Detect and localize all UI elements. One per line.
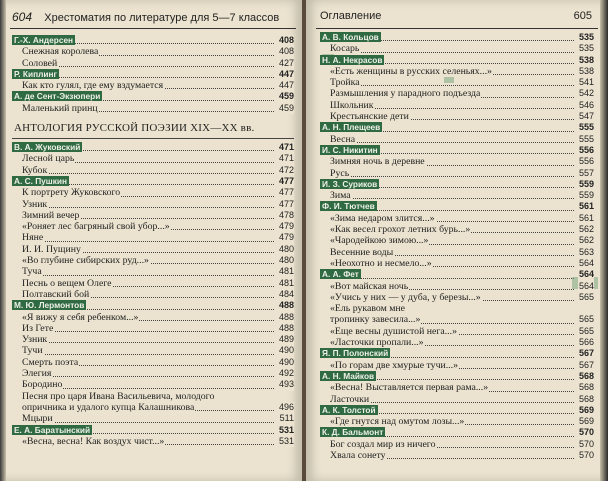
leader-dots (12, 207, 274, 208)
section-rule (12, 138, 294, 139)
toc-author-row (320, 145, 594, 156)
page-ref: 564 (578, 257, 594, 268)
toc-author-row (12, 300, 294, 311)
toc-entry-row (320, 326, 594, 337)
page-ref: 535 (578, 43, 594, 54)
toc-entry-row (12, 334, 294, 345)
toc-entry-row (12, 368, 294, 379)
toc-author-row (12, 35, 294, 46)
running-head-right: Оглавление (320, 10, 382, 22)
page-ref: 478 (278, 209, 294, 220)
toc-entry-row (12, 165, 294, 176)
work-title: Тройка (320, 77, 361, 88)
work-title: Весна (320, 134, 356, 145)
work-title: Размышления у парадного подъезда (320, 88, 481, 99)
toc-author-row (12, 425, 294, 436)
work-title: Хвала сонету (320, 450, 387, 461)
work-title: Няне (12, 232, 44, 243)
toc-entry-row (320, 382, 594, 393)
work-title: «Во глубине сибирских руд...» (12, 255, 150, 266)
running-head-left: Хрестоматия по литературе для 5—7 классов (44, 12, 280, 24)
toc-author-row (320, 201, 594, 212)
work-title: Соловей (12, 58, 58, 69)
page-ref: 488 (278, 322, 294, 333)
page-edge-right (600, 0, 608, 481)
page-ref: 447 (278, 68, 294, 79)
toc-entry-row (12, 436, 294, 447)
author-name: Р. Киплинг (14, 68, 57, 79)
work-title: И. И. Пущину (12, 244, 82, 255)
page-ref: 546 (578, 99, 594, 110)
toc-entry-row (320, 43, 594, 54)
head-rule-left (10, 28, 296, 29)
author-name: А. К. Толстой (322, 404, 376, 415)
work-title: Лесной царь (12, 153, 75, 164)
page-ref: 481 (278, 266, 294, 277)
toc-entry-row (12, 80, 294, 91)
toc-entry-row (12, 187, 294, 198)
toc-author-row (12, 176, 294, 187)
page-ref: 564 (578, 269, 594, 280)
toc-entry-row (12, 379, 294, 390)
toc-entry-row (320, 168, 594, 179)
author-name: А. А. Фет (322, 269, 359, 280)
toc-author-row (320, 55, 594, 66)
toc-entry-row (320, 439, 594, 450)
page-ref: 477 (278, 175, 294, 186)
page-ref: 488 (278, 300, 294, 311)
work-title: «Роняет лес багряный свой убор...» (12, 221, 171, 232)
work-title: «Есть женщины в русских селеньях...» (320, 66, 493, 77)
author-name: А. Н. Майков (322, 370, 375, 381)
work-title: Бородино (12, 379, 63, 390)
page-ref: 562 (578, 235, 594, 246)
work-title: опричника и удалого купца Калашникова (12, 402, 195, 413)
toc-entry-row (12, 58, 294, 69)
page-edge-left (0, 0, 6, 481)
right-toc (320, 32, 594, 461)
page-ref: 477 (278, 187, 294, 198)
page-ref: 459 (278, 91, 294, 102)
author-name: А. С. Пушкин (14, 175, 67, 186)
toc-entry-row (320, 88, 594, 99)
page-ref: 484 (278, 288, 294, 299)
page-ref: 547 (578, 111, 594, 122)
work-title: «Как весел грохот летних бурь...» (320, 224, 471, 235)
page-ref: 480 (278, 255, 294, 266)
left-page (0, 0, 302, 481)
work-title: Бог создал мир из ничего (320, 439, 436, 450)
work-title: Школьник (320, 100, 375, 111)
toc-entry-row (320, 258, 594, 269)
author-name: В. А. Жуковский (14, 142, 81, 153)
toc-entry-row (320, 134, 594, 145)
leader-dots (12, 275, 274, 276)
work-title: Ласточки (320, 394, 370, 405)
work-title: Кубок (12, 165, 48, 176)
toc-entry-row (12, 221, 294, 232)
toc-entry-row (12, 210, 294, 221)
toc-entry-row (12, 345, 294, 356)
page-ref: 447 (278, 80, 294, 91)
leader-dots (320, 176, 574, 177)
toc-entry-row (12, 244, 294, 255)
page-ref: 562 (578, 224, 594, 235)
page-ref: 542 (578, 88, 594, 99)
author-name: Я. П. Полонский (322, 348, 389, 359)
toc-entry-row (320, 281, 594, 292)
work-title: Зима (320, 190, 352, 201)
toc-entry-row (320, 303, 594, 314)
page-ref: 496 (278, 401, 294, 412)
page-ref: 561 (578, 212, 594, 223)
page-ref: 471 (278, 142, 294, 153)
work-title: Узник (12, 334, 48, 345)
toc-entry-row (12, 46, 294, 57)
toc-author-row (320, 32, 594, 43)
toc-author-row (12, 69, 294, 80)
toc-entry-row (12, 278, 294, 289)
toc-entry-row (320, 213, 594, 224)
toc-entry-row (320, 111, 594, 122)
toc-entry-row (12, 323, 294, 334)
page-ref: 556 (578, 144, 594, 155)
author-name: К. Д. Бальмонт (322, 427, 384, 438)
toc-author-row (320, 179, 594, 190)
work-title: Как кто гулял, где ему вздумается (12, 80, 164, 91)
author-name: А. В. Кольцов (322, 32, 379, 42)
left-toc (12, 35, 294, 447)
leader-dots (12, 173, 274, 174)
leader-dots (12, 241, 274, 242)
head-rule-right (316, 28, 598, 29)
page-number-left: 604 (12, 10, 33, 24)
page-ref: 566 (578, 337, 594, 348)
page-ref: 490 (278, 345, 294, 356)
toc-entry-row (320, 100, 594, 111)
page-ref: 567 (578, 359, 594, 370)
toc-entry-row (320, 292, 594, 303)
leader-dots (320, 198, 574, 199)
page-ref: 408 (278, 35, 294, 45)
work-title: Маленький принц (12, 103, 99, 114)
section-title: АНТОЛОГИЯ РУССКОЙ ПОЭЗИИ XIX—XX вв. (14, 122, 255, 135)
right-page (306, 0, 608, 481)
work-title: «Ель рукавом мне (320, 303, 406, 314)
author-name: Е. А. Баратынский (14, 424, 91, 435)
page-ref: 559 (578, 178, 594, 189)
work-title: Песня про царя Ивана Васильевича, молодого (12, 391, 215, 402)
page-ref: 556 (578, 156, 594, 167)
author-name: Г.-Х. Андерсен (14, 35, 74, 45)
toc-entry-row (12, 103, 294, 114)
page-ref: 563 (578, 246, 594, 257)
page-ref: 570 (578, 449, 594, 460)
author-name: А. де Сент-Экзюпери (14, 91, 101, 102)
page-ref: 477 (278, 198, 294, 209)
work-title: «По горам две хмурые тучи...» (320, 360, 459, 371)
work-title: «Ласточки пропали...» (320, 337, 425, 348)
right-main-entries (320, 32, 594, 461)
page-ref: 570 (578, 438, 594, 449)
work-title: «Весна! Выставляется первая рама...» (320, 382, 489, 393)
page-ref: 492 (278, 368, 294, 379)
toc-author-row (12, 91, 294, 102)
author-name: М. Ю. Лермонтов (14, 300, 85, 311)
toc-entry-row (12, 266, 294, 277)
work-title: «Зима недаром злится...» (320, 213, 436, 224)
page-ref: 471 (278, 153, 294, 164)
page-ref: 569 (578, 416, 594, 427)
page-ref: 555 (578, 122, 594, 133)
toc-entry-row (320, 337, 594, 348)
work-title: «Еще весны душистой нега...» (320, 326, 458, 337)
toc-entry-row (320, 450, 594, 461)
left-top-entries (12, 35, 294, 114)
toc-entry-row (12, 199, 294, 210)
work-title: Смерть поэта (12, 357, 79, 368)
page-ref: 472 (278, 164, 294, 175)
page-ref: 568 (578, 382, 594, 393)
left-main-entries (12, 142, 294, 447)
leader-dots (12, 342, 274, 343)
work-title: Зимняя ночь в деревне (320, 156, 426, 167)
toc-entry-row (12, 357, 294, 368)
page-ref: 565 (578, 291, 594, 302)
page-ref: 493 (278, 379, 294, 390)
work-title: «Чародейкою зимою...» (320, 235, 429, 246)
toc-entry-row (12, 312, 294, 323)
author-name: Ф. И. Тютчев (322, 201, 375, 212)
toc-author-row (320, 371, 594, 382)
page-ref: 479 (278, 221, 294, 232)
toc-entry-row (12, 391, 294, 402)
toc-entry-row (320, 77, 594, 88)
work-title: Зимний вечер (12, 210, 80, 221)
left-running-head (12, 10, 279, 24)
page-ref: 569 (578, 404, 594, 415)
page-ref: 427 (278, 57, 294, 68)
work-title: Весенние воды (320, 247, 394, 258)
toc-entry-row (320, 247, 594, 258)
toc-entry-row (12, 255, 294, 266)
page-ref: 490 (278, 356, 294, 367)
work-title: Снежная королева (12, 46, 99, 57)
toc-entry-row (320, 314, 594, 325)
work-title: «Неохотно и несмело...» (320, 258, 433, 269)
toc-author-row (320, 122, 594, 133)
author-name: И. С. Никитин (322, 144, 378, 155)
toc-entry-row (12, 153, 294, 164)
toc-author-row (320, 427, 594, 438)
leader-dots (12, 354, 274, 355)
toc-entry-row (320, 156, 594, 167)
page-ref: 489 (278, 334, 294, 345)
toc-entry-row (12, 413, 294, 424)
page-ref: 459 (278, 102, 294, 113)
author-name: Н. А. Некрасов (322, 54, 383, 65)
page-ref: 480 (278, 243, 294, 254)
toc-author-row (12, 142, 294, 153)
page-ref: 565 (578, 325, 594, 336)
page-ref: 531 (278, 435, 294, 446)
work-title: «Вот майская ночь (320, 281, 409, 292)
work-title: Элегия (12, 368, 52, 379)
page-ref: 538 (578, 65, 594, 76)
page-ref: 568 (578, 370, 594, 381)
work-title: Косарь (320, 43, 360, 54)
page-ref: 481 (278, 277, 294, 288)
work-title: «Весна, весна! Как воздух чист...» (12, 436, 165, 447)
work-title: Крестьянские дети (320, 111, 410, 122)
page-ref: 531 (278, 424, 294, 435)
toc-entry-row (320, 360, 594, 371)
toc-author-row (320, 348, 594, 359)
page-ref: 538 (578, 54, 594, 65)
page-ref: 567 (578, 348, 594, 359)
toc-entry-row (12, 232, 294, 243)
page-ref: 561 (578, 201, 594, 212)
page-ref: 535 (578, 32, 594, 42)
work-title: Мцыри (12, 413, 54, 424)
work-title: Туча (12, 266, 43, 277)
page-ref: 488 (278, 311, 294, 322)
toc-entry-row (12, 289, 294, 300)
page-ref: 511 (279, 413, 294, 424)
work-title: «Учись у них — у дуба, у березы...» (320, 292, 482, 303)
work-title: Тучи (12, 345, 44, 356)
author-name: И. З. Суриков (322, 178, 378, 189)
page-ref: 565 (578, 314, 594, 325)
page-number-right: 605 (573, 10, 592, 22)
page-ref: 559 (578, 190, 594, 201)
toc-entry-row (320, 235, 594, 246)
work-title: Русь (320, 168, 350, 179)
author-name: А. Н. Плещеев (322, 122, 381, 133)
page-ref: 568 (578, 393, 594, 404)
toc-author-row (320, 405, 594, 416)
page-ref: 479 (278, 232, 294, 243)
leader-dots (320, 142, 574, 143)
toc-entry-row (320, 190, 594, 201)
work-title: Полтавский бой (12, 289, 90, 300)
page-ref: 570 (578, 427, 594, 438)
page-ref: 555 (578, 133, 594, 144)
work-title: «Где гнутся над омутом лозы...» (320, 416, 465, 427)
page-ref: 408 (278, 46, 294, 57)
toc-entry-row (320, 394, 594, 405)
toc-entry-row (12, 402, 294, 413)
toc-author-row (320, 269, 594, 280)
work-title: «Я вижу я себя ребенком...» (12, 312, 139, 323)
toc-entry-row (320, 224, 594, 235)
work-title: Песнь о вещем Олеге (12, 278, 113, 289)
work-title: Узник (12, 199, 48, 210)
work-title: Из Гете (12, 323, 54, 334)
page-ref: 557 (578, 167, 594, 178)
toc-entry-row (320, 66, 594, 77)
page-ref: 541 (578, 77, 594, 88)
page-ref: 564 (578, 280, 594, 291)
toc-entry-row (320, 416, 594, 427)
work-title: тропинку завесила...» (320, 314, 421, 325)
work-title: К портрету Жуковского (12, 187, 121, 198)
